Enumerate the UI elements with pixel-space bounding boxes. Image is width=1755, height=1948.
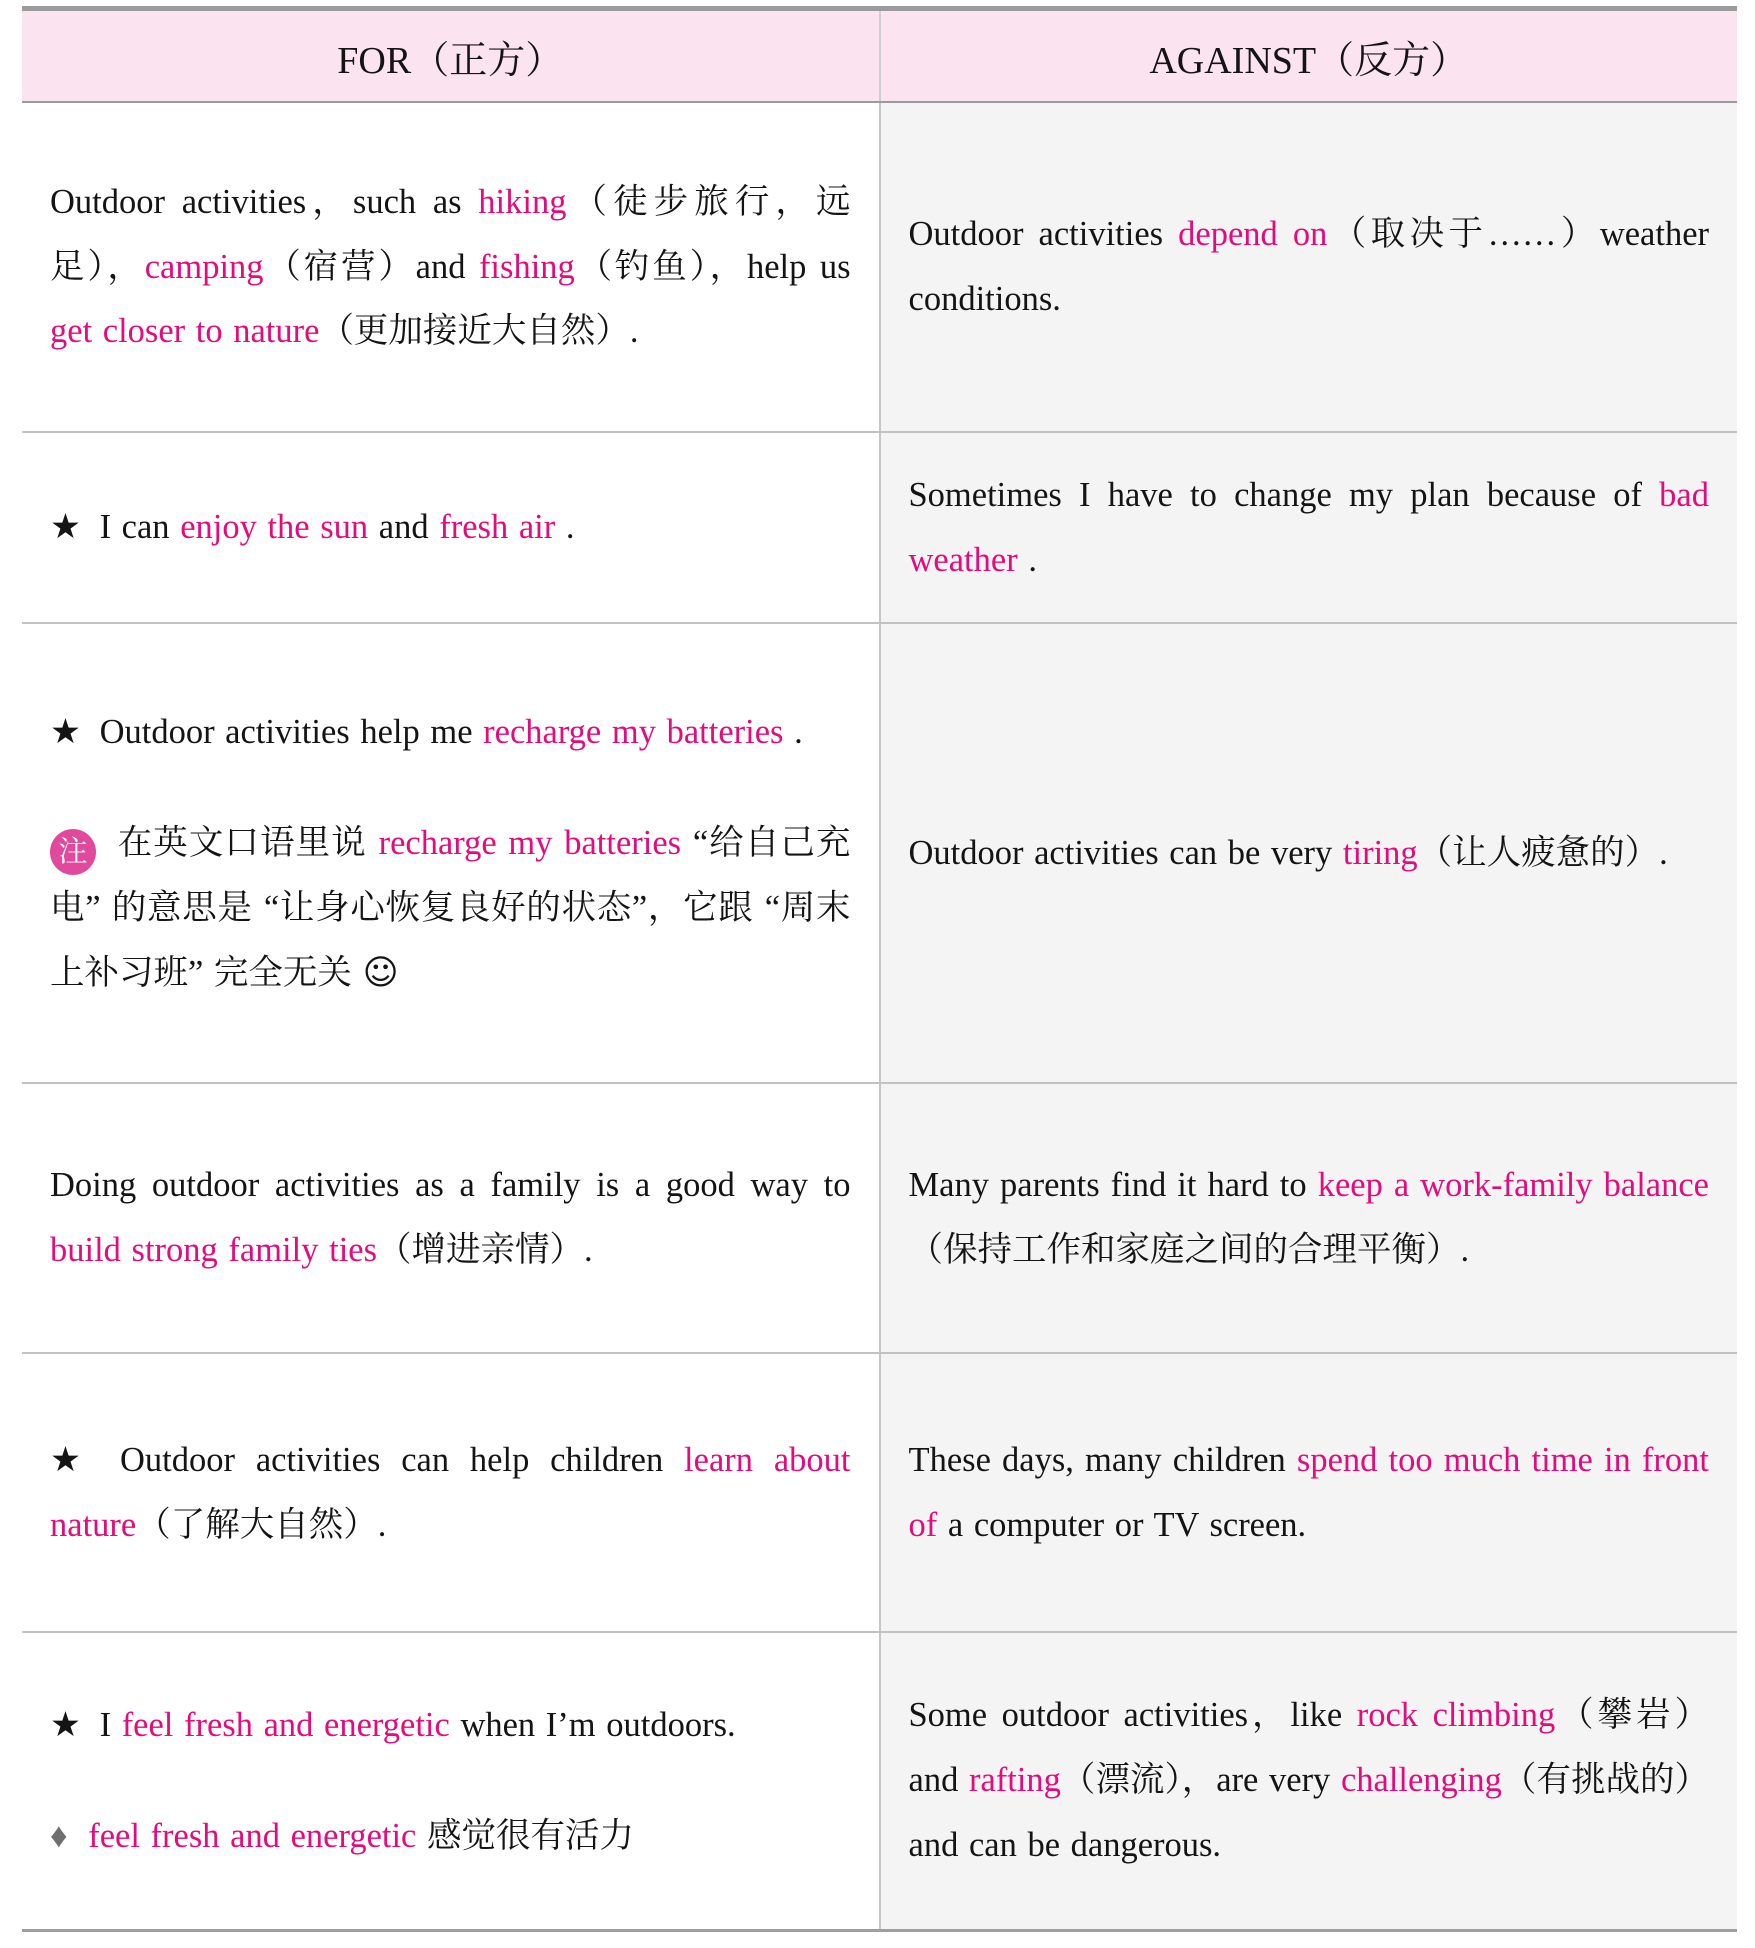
header-row <box>22 9 1737 103</box>
text-run: （了解大自然）. <box>136 1505 387 1544</box>
against-cell <box>880 623 1738 1083</box>
text-run: （攀岩）and <box>908 1696 1709 1800</box>
table-row <box>22 1353 1737 1632</box>
paragraph <box>50 1693 851 1758</box>
text-run <box>78 1817 89 1855</box>
paragraph <box>909 202 1710 332</box>
text-run: . <box>783 713 803 752</box>
text-run: “给自己充电” 的意思是 “让身心恢复良好的状态”，它跟 “周末上补习班” 完全无关 <box>50 824 851 992</box>
highlight-text: rafting <box>968 1761 1061 1800</box>
table-row <box>22 623 1737 1083</box>
for-cell <box>22 102 880 432</box>
text-run: I <box>88 1705 122 1744</box>
highlight-text: hiking <box>478 182 567 221</box>
highlight-text: enjoy the sun <box>180 508 369 547</box>
text-run: Outdoor activities，such as <box>50 182 479 221</box>
text-run: （更加接近大自然）. <box>319 312 639 351</box>
against-cell <box>880 432 1738 623</box>
table-header <box>22 9 1737 103</box>
paragraph <box>909 1153 1710 1283</box>
text-run: Outdoor activities can help children <box>99 1440 685 1479</box>
table-row <box>22 1083 1737 1353</box>
text-run: （有挑战的）and can be dangerous. <box>908 1761 1709 1865</box>
highlight-text: spend too much time in front of <box>908 1440 1709 1544</box>
text-run: I can <box>88 508 181 547</box>
text-run: . <box>555 508 575 547</box>
for-cell <box>22 432 880 623</box>
diamond-icon: ♦ <box>50 1816 68 1855</box>
paragraph <box>909 1428 1710 1558</box>
text-run: Sometimes I have to change my plan because of <box>908 475 1660 514</box>
text-run: （漂流），are very <box>1060 1761 1341 1800</box>
text-run: （宿营）and <box>263 247 479 286</box>
text-run: （让人疲惫的）. <box>1417 833 1668 872</box>
text-run: Outdoor activities <box>908 215 1179 254</box>
paragraph <box>50 1428 851 1558</box>
text-run: 感觉很有活力 <box>416 1816 634 1855</box>
text-run: （徒步旅行，远足）， <box>50 182 851 286</box>
paragraph <box>909 1683 1710 1878</box>
text-run: （取决于……）weather conditions. <box>908 215 1709 318</box>
paragraph <box>50 170 851 365</box>
highlight-text: camping <box>144 247 264 286</box>
paragraph <box>50 700 851 765</box>
paragraph <box>50 495 851 560</box>
text-run: . <box>1017 540 1037 579</box>
text-run: （保持工作和家庭之间的合理平衡）. <box>908 1231 1470 1269</box>
smiley-icon: ☺ <box>362 952 399 993</box>
paragraph <box>50 811 851 1006</box>
against-cell <box>880 102 1738 432</box>
table-row <box>22 432 1737 623</box>
for-cell <box>22 1632 880 1930</box>
table-row <box>22 1632 1737 1930</box>
for-header: FOR（正方） <box>22 9 880 103</box>
text-run: 在英文口语里说 <box>106 824 379 863</box>
text-run: These days, many children <box>908 1440 1297 1479</box>
for-cell <box>22 1353 880 1632</box>
text-run: Some outdoor activities，like <box>908 1696 1357 1735</box>
highlight-text: keep a work-family balance <box>1317 1166 1709 1205</box>
against-header: AGAINST（反方） <box>880 9 1738 103</box>
paragraph <box>909 821 1710 886</box>
star-icon: ★ <box>50 713 81 752</box>
for-cell <box>22 1083 880 1353</box>
highlight-text: recharge my batteries <box>378 824 682 863</box>
text-run: （增进亲情）. <box>377 1231 593 1269</box>
highlight-text: tiring <box>1342 833 1418 872</box>
highlight-text: learn about nature <box>50 1440 851 1544</box>
star-icon: ★ <box>50 508 81 547</box>
star-icon: ★ <box>50 1705 81 1744</box>
highlight-text: depend on <box>1178 215 1328 254</box>
table-row <box>22 102 1737 432</box>
debate-table-wrapper <box>22 6 1737 1932</box>
highlight-text: feel fresh and energetic <box>88 1816 417 1855</box>
against-cell <box>880 1632 1738 1930</box>
highlight-text: fresh air <box>439 508 556 547</box>
text-run: and <box>368 508 440 547</box>
paragraph <box>50 1153 851 1283</box>
highlight-text: rock climbing <box>1356 1696 1556 1735</box>
text-run: when I’m outdoors. <box>449 1705 736 1744</box>
against-cell <box>880 1083 1738 1353</box>
highlight-text: fishing <box>478 247 575 286</box>
text-run: Doing outdoor activities as a family is a good way to <box>50 1166 851 1205</box>
text-run: Outdoor activities can be very <box>908 833 1343 872</box>
text-run: a computer or TV screen. <box>937 1505 1307 1544</box>
table-body <box>22 102 1737 1930</box>
debate-table <box>22 6 1737 1932</box>
highlight-text: bad weather <box>908 475 1709 579</box>
highlight-text: recharge my batteries <box>483 713 784 752</box>
note-icon: 注 <box>50 829 96 875</box>
for-cell <box>22 623 880 1083</box>
paragraph <box>50 1804 851 1869</box>
against-cell <box>880 1353 1738 1632</box>
highlight-text: challenging <box>1340 1761 1502 1800</box>
text-run: （钓鱼），help us <box>574 247 851 286</box>
text-run: Many parents find it hard to <box>908 1166 1318 1205</box>
highlight-text: build strong family ties <box>50 1231 378 1269</box>
text-run: Outdoor activities help me <box>88 713 484 752</box>
highlight-text: feel fresh and energetic <box>121 1705 450 1744</box>
paragraph <box>909 463 1710 593</box>
star-icon: ★ <box>50 1440 92 1479</box>
highlight-text: get closer to nature <box>50 312 320 351</box>
